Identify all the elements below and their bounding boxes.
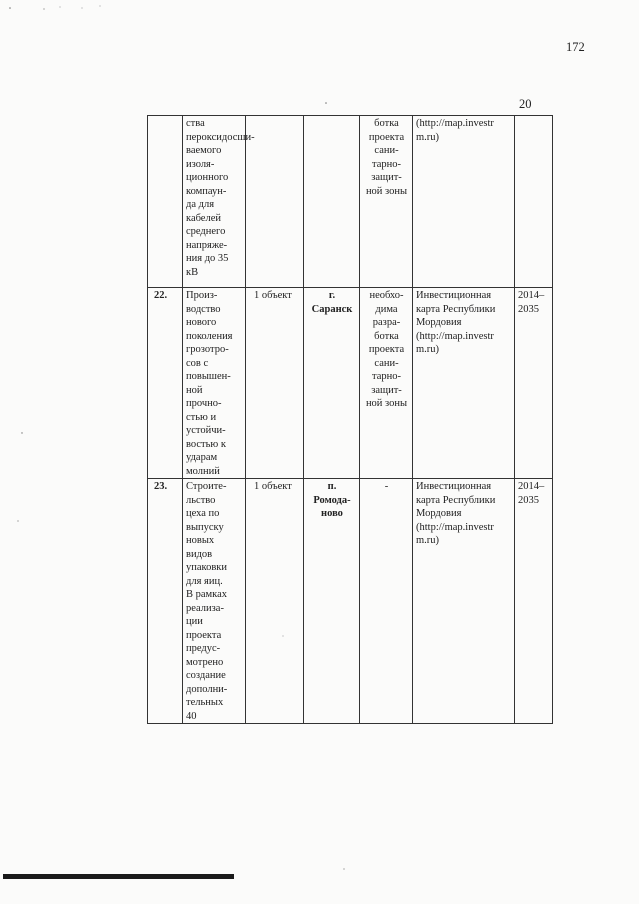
quantity-cell [246,479,304,724]
quantity: 1 объект [254,481,292,492]
location: п. Ромода- ново [313,481,351,519]
quantity: 1 объект [254,290,292,301]
row-number: 22. [148,288,183,479]
period-cell [515,479,553,724]
location-cell [304,116,360,288]
table-row [148,479,553,724]
project-name-cell [183,479,246,724]
project-name-cell [183,116,255,288]
period: 2014– 2035 [518,481,545,506]
table-row [148,288,553,479]
source: Инвестиционная карта Республики Мордовия (http://map.investr m.ru) [416,290,496,355]
scan-edge-bar [3,874,234,879]
page-number: 172 [566,40,585,54]
project-name-cell [183,288,246,479]
source-cell [413,116,515,288]
table-row [148,116,553,288]
sanitary-zone-cell [360,288,413,479]
source: (http://map.investr m.ru) [416,118,494,143]
location-cell [304,479,360,724]
quantity-cell [246,288,304,479]
sanitary-zone: ботка проекта сани- тарно- защит- ной зоны [365,118,408,197]
investment-projects-table [147,115,553,724]
row-number [148,116,183,288]
source-cell [413,479,515,724]
page-subnumber: 20 [519,97,532,111]
row-number: 23. [148,479,183,724]
project-name: Строите- льство цеха по выпуску новых видов упаковки для яиц. В рамках реализа- ции проекта предус- мотрено создание дополни- тельных 40 [186,481,228,722]
sanitary-zone-cell [360,479,413,724]
period-cell [515,288,553,479]
period: 2014– 2035 [518,290,545,315]
source-cell [413,288,515,479]
location-cell [304,288,360,479]
project-name: ства пероксидосши- ваемого изоля- ционного компаун- да для кабелей среднего напряже- ния до 35 кВ [186,118,255,278]
sanitary-zone-cell [360,116,413,288]
location: г. Саранск [311,290,353,315]
sanitary-zone: - [384,481,389,492]
project-name: Произ- водство нового поколения грозотро- сов с повышен- ной прочно- стью и устойчи- востью к ударам молний [186,290,233,477]
sanitary-zone: необхо- дима разра- ботка проекта сани- тарно- защит- ной зоны [365,290,408,409]
source: Инвестиционная карта Республики Мордовия (http://map.investr m.ru) [416,481,496,546]
period-cell [515,116,553,288]
